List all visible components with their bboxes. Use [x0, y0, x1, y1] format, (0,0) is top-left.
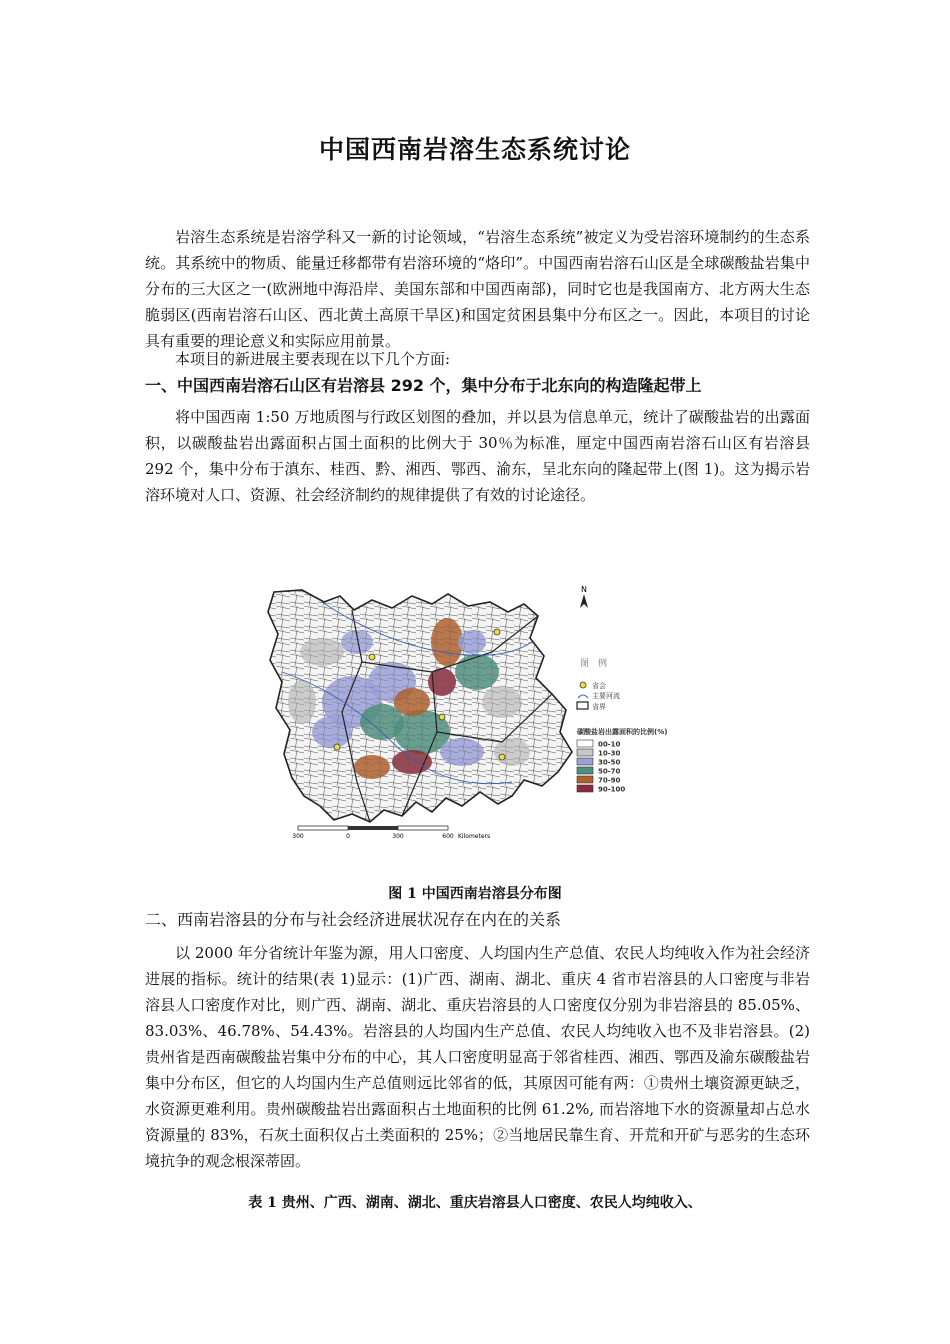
section-1-body: 将中国西南 1:50 万地质图与行政区划图的叠加，并以县为信息单元，统计了碳酸盐岩的出露面积，以碳酸盐岩出露面积占国土面积的比例大于 30％为标准，厘定中国西南岩溶石山区有岩溶县 292 个，集中分布于滇东、桂西、黔、湘西、鄂西、渝东，呈北东向的隆起带上(图 1)。这为揭示岩溶环境对人口、资源、社会经济制约的规律提供了有效的讨论途径。: [145, 408, 810, 504]
intro-paragraph: 岩溶生态系统是岩溶学科又一新的讨论领域，“岩溶生态系统”被定义为受岩溶环境制约的生态系统。其系统中的物质、能量迁移都带有岩溶环境的“烙印”。中国西南岩溶石山区是全球碳酸盐岩集中分布的三大区之一(欧洲地中海沿岸、美国东部和中国西南部)，同时它也是我国南方、北方两大生态脆弱区(西南岩溶石山区、西北黄土高原干旱区)和国定贫困县集中分布区之一。因此，本项目的讨论具有重要的理论意义和实际应用前景。: [145, 228, 810, 350]
scale-bar: [292, 826, 490, 840]
ratio-class-label: 30-50: [598, 758, 621, 767]
ratio-class-swatch: [577, 767, 593, 774]
karst-county-map-figure: [262, 582, 722, 850]
ratio-class-label: 70-90: [598, 776, 621, 785]
ratio-class-swatch: [577, 785, 593, 792]
capital-dot: [369, 654, 375, 660]
ratio-class-swatch: [577, 749, 593, 756]
scale-label: 600: [442, 833, 454, 840]
karst-county-map: [262, 582, 722, 850]
ratio-class-legend: [577, 740, 625, 794]
capital-dot: [334, 744, 340, 750]
ratio-class-label: 50-70: [598, 767, 621, 776]
boundary-box-icon: [577, 702, 588, 709]
intro-paragraph-2: 本项目的新进展主要表现在以下几个方面:: [175, 350, 451, 368]
north-label: N: [581, 585, 587, 594]
scale-label: 0: [346, 833, 350, 840]
scale-unit: Kilometers: [458, 833, 491, 840]
capital-dot-icon: [580, 682, 586, 688]
scale-label: 300: [292, 833, 304, 840]
section-1-heading: 一、中国西南岩溶石山区有岩溶县 292 个，集中分布于北东向的构造隆起带上: [145, 376, 702, 395]
section-2-heading: 二、西南岩溶县的分布与社会经济进展状况存在内在的关系: [145, 910, 562, 929]
scale-label: 300: [392, 833, 404, 840]
figure-1-caption: 图 1 中国西南岩溶县分布图: [388, 886, 562, 902]
ratio-class-swatch: [577, 776, 593, 783]
section-2-body: 以 2000 年分省统计年鉴为源，用人口密度、人均国内生产总值、农民人均纯收入作为社会经济进展的指标。统计的结果(表 1)显示：(1)广西、湖南、湖北、重庆 4 省市岩溶县的人口密度与非岩溶县人口密度作对比，则广西、湖南、湖北、重庆岩溶县的人口密度仅分别为非岩溶县的 85.05%、83.03%、46.78%、54.43%。岩溶县的人均国内生产总值、农民人均纯收入也不及非岩溶县。(2)贵州省是西南碳酸盐岩集中分布的中心，其人口密度明显高于邻省桂西、湘西、鄂西及渝东碳酸盐岩集中分布区，但它的人均国内生产总值则远比邻省的低，其原因可能有两：①贵州土壤资源更缺乏，水资源更难利用。贵州碳酸盐岩出露面积占土地面积的比例 61.2%, 而岩溶地下水的资源量却占总水资源量的 83%，石灰土面积仅占土类面积的 25%；②当地居民靠生育、开荒和开矿与恶劣的生态环境抗争的观念根深蒂固。: [145, 944, 810, 1170]
river-line-icon: [578, 695, 588, 698]
legend-item-river: 主要河流: [592, 692, 620, 700]
legend-item-boundary: 省界: [592, 703, 606, 711]
north-arrow-icon: [580, 585, 588, 608]
ratio-class-label: 90-100: [598, 785, 626, 794]
table-1-caption: 表 1 贵州、广西、湖南、湖北、重庆岩溶县人口密度、农民人均纯收入、: [248, 1195, 702, 1211]
page-title: 中国西南岩溶生态系统讨论: [318, 135, 631, 164]
ratio-class-label: 10-30: [598, 749, 621, 758]
ratio-class-swatch: [577, 740, 593, 747]
capital-dot: [439, 714, 445, 720]
ratio-class-swatch: [577, 758, 593, 765]
capital-dot: [499, 754, 505, 760]
legend-title: 图 例: [580, 659, 608, 669]
capital-dot: [494, 629, 500, 635]
legend-item-capital: 省会: [592, 682, 606, 690]
ratio-legend-title: 碳酸盐岩出露面积的比例(%): [577, 728, 668, 736]
ratio-class-label: 00-10: [598, 740, 621, 749]
